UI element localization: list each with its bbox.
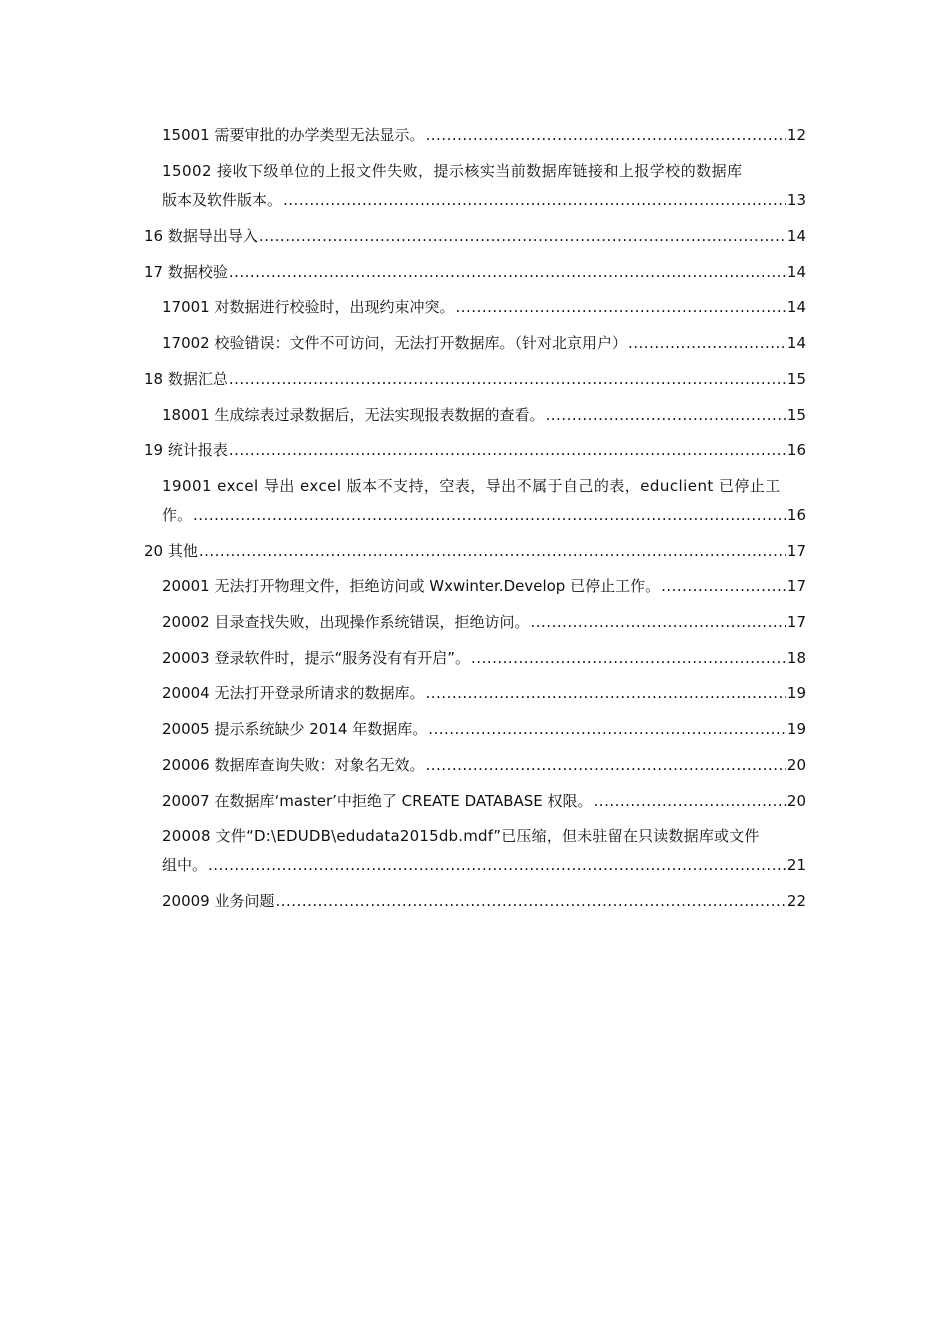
toc-entry-page: 17 (786, 542, 806, 560)
dot-leader (208, 851, 786, 880)
dot-leader (426, 679, 786, 708)
toc-entry-15001[interactable] (162, 121, 806, 150)
dot-leader (661, 572, 786, 601)
dot-leader (628, 329, 786, 358)
toc-entry-title-line1: 20008 文件“D:\EDUDB\edudata2015db.mdf”已压缩，但未驻留在只读数据库或文件 (162, 827, 760, 845)
toc-entry-18[interactable] (144, 365, 806, 394)
toc-entry-title: 20006 数据库查询失败：对象名无效。 (162, 756, 425, 774)
dot-leader (531, 608, 786, 637)
toc-entry-20002[interactable] (162, 608, 806, 637)
dot-leader (471, 644, 786, 673)
toc-entry-page: 17 (786, 577, 806, 595)
toc-entry-18001[interactable] (162, 401, 806, 430)
toc-entry-20007[interactable] (162, 787, 806, 816)
toc-entry-title: 17 数据校验 (144, 263, 228, 281)
dot-leader (546, 401, 786, 430)
dot-leader (229, 365, 786, 394)
toc-entry-title: 20004 无法打开登录所请求的数据库。 (162, 684, 425, 702)
dot-leader (229, 258, 786, 287)
toc-entry-20[interactable] (144, 537, 806, 566)
toc-entry-title: 20002 目录查找失败，出现操作系统错误，拒绝访问。 (162, 613, 530, 631)
toc-entry-title: 20009 业务问题 (162, 892, 275, 910)
toc-entry-17002[interactable] (162, 329, 806, 358)
toc-entry-title-line1: 19001 excel 导出 excel 版本不支持，空表，导出不属于自己的表，educlient 已停止工 (162, 477, 781, 495)
toc-entry-page: 17 (786, 613, 806, 631)
toc-entry-20006[interactable] (162, 751, 806, 780)
toc-entry-title-line2: 版本及软件版本。 (162, 191, 283, 209)
toc-entry-title: 17002 校验错误：文件不可访问，无法打开数据库。（针对北京用户） (162, 334, 627, 352)
toc-entry-15002[interactable] (162, 157, 806, 215)
toc-entry-title: 20003 登录软件时，提示“服务没有有开启”。 (162, 649, 471, 667)
toc-entry-20003[interactable] (162, 644, 806, 673)
toc-entry-page: 19 (786, 684, 806, 702)
toc-entry-page: 14 (786, 298, 806, 316)
dot-leader (259, 222, 786, 251)
dot-leader (199, 537, 786, 566)
toc-entry-page: 14 (786, 227, 806, 245)
toc-entry-title: 20005 提示系统缺少 2014 年数据库。 (162, 720, 428, 738)
toc-entry-title: 20007 在数据库‘master’中拒绝了 CREATE DATABASE 权限。 (162, 792, 593, 810)
toc-entry-page: 15 (786, 406, 806, 424)
toc-entry-20004[interactable] (162, 679, 806, 708)
toc-entry-title: 19 统计报表 (144, 441, 228, 459)
dot-leader (229, 436, 786, 465)
toc-entry-title: 18001 生成综表过录数据后，无法实现报表数据的查看。 (162, 406, 545, 424)
toc-entry-20009[interactable] (162, 887, 806, 916)
toc-entry-19[interactable] (144, 436, 806, 465)
toc-entry-page: 14 (786, 334, 806, 352)
toc-entry-title-line2: 作。 (162, 506, 193, 524)
dot-leader (426, 121, 786, 150)
dot-leader (283, 186, 786, 215)
dot-leader (193, 501, 786, 530)
toc-entry-page: 18 (786, 649, 806, 667)
dot-leader (426, 751, 786, 780)
toc-entry-page: 16 (786, 506, 806, 524)
toc-entry-17001[interactable] (162, 293, 806, 322)
toc-entry-page: 20 (786, 792, 806, 810)
toc-entry-20008[interactable] (162, 822, 806, 880)
toc-entry-page: 12 (786, 126, 806, 144)
dot-leader (276, 887, 786, 916)
toc-entry-title: 20001 无法打开物理文件，拒绝访问或 Wxwinter.Develop 已停止工作。 (162, 577, 661, 595)
toc-entry-title: 20 其他 (144, 542, 198, 560)
toc-entry-title-line1: 15002 接收下级单位的上报文件失败，提示核实当前数据库链接和上报学校的数据库 (162, 162, 743, 180)
toc-entry-title: 16 数据导出导入 (144, 227, 258, 245)
toc-entry-page: 19 (786, 720, 806, 738)
toc-entry-page: 13 (786, 191, 806, 209)
toc-entry-page: 15 (786, 370, 806, 388)
toc-entry-20001[interactable] (162, 572, 806, 601)
dot-leader (456, 293, 786, 322)
toc-entry-19001[interactable] (162, 472, 806, 530)
toc-entry-page: 22 (786, 892, 806, 910)
toc-entry-16[interactable] (144, 222, 806, 251)
toc-entry-title: 15001 需要审批的办学类型无法显示。 (162, 126, 425, 144)
toc-entry-title: 17001 对数据进行校验时，出现约束冲突。 (162, 298, 455, 316)
dot-leader (594, 787, 786, 816)
toc-entry-20005[interactable] (162, 715, 806, 744)
toc-entry-page: 20 (786, 756, 806, 774)
toc-entry-page: 14 (786, 263, 806, 281)
toc-entry-page: 21 (786, 856, 806, 874)
toc-entry-17[interactable] (144, 258, 806, 287)
toc-entry-page: 16 (786, 441, 806, 459)
toc-entry-title: 18 数据汇总 (144, 370, 228, 388)
dot-leader (428, 715, 786, 744)
toc-entry-title-line2: 组中。 (162, 856, 208, 874)
